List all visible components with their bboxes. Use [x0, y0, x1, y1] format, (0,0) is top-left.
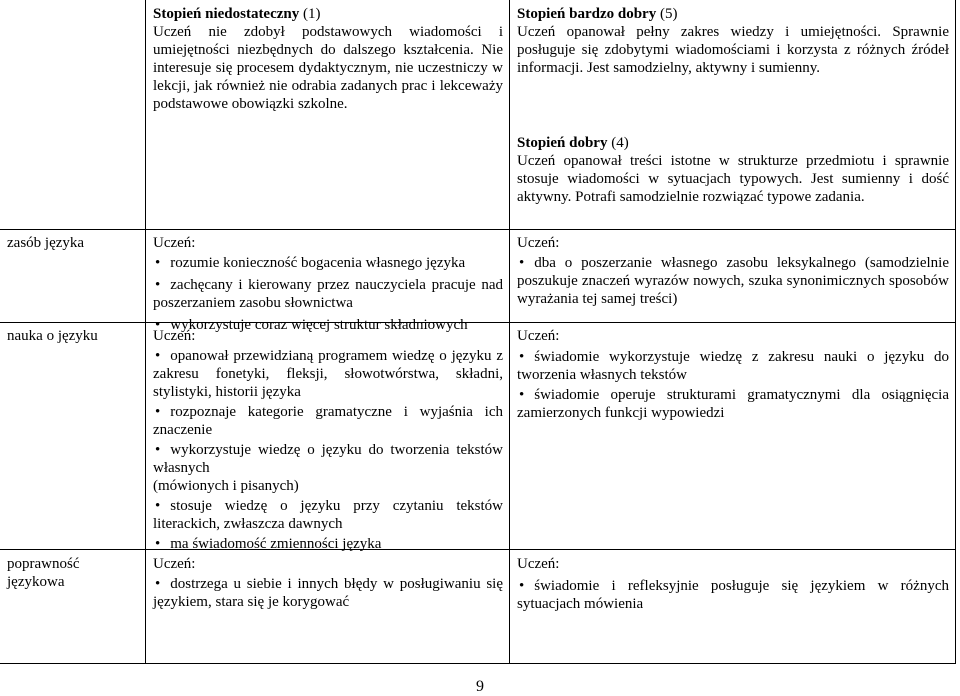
zasob-right-cell [517, 234, 949, 308]
nauka-mid-cell [153, 327, 503, 553]
row-label-line: poprawność [7, 556, 80, 572]
grid-line [145, 0, 146, 664]
grade-5-description [517, 5, 949, 77]
grade-number: (4) [611, 135, 629, 151]
list-item: • stosuje wiedzę o języku przy czytaniu tekstów literackich, zwłaszcza dawnych [153, 497, 503, 533]
list-item: • dostrzega u siebie i innych błędy w posługiwaniu się językiem, stara się je korygować [153, 575, 503, 611]
list-item: • świadomie i refleksyjnie posługuje się językiem w różnych sytuacjach mówienia [517, 577, 949, 613]
row-label-line: językowa [7, 574, 65, 590]
cell-heading: Uczeń: [153, 328, 196, 344]
nauka-right-cell [517, 327, 949, 422]
grade-1-description [153, 5, 503, 113]
cell-heading: Uczeń: [153, 235, 196, 251]
list-item: • wykorzystuje coraz więcej struktur składniowych [153, 316, 503, 334]
list-item: • wykorzystuje wiedzę o języku do tworzenia tekstów własnych [153, 441, 503, 477]
row-label-poprawnosc [7, 555, 79, 591]
grade-number: (1) [303, 6, 321, 22]
grade-4-description [517, 134, 949, 206]
list-item: • zachęcany i kierowany przez nauczyciela pracuje nad poszerzaniem zasobu słownictwa [153, 276, 503, 312]
list-item: • opanował przewidzianą programem wiedzę o języku z zakresu fonetyki, fleksji, słowotwórstwa, składni, stylistyki, historii języka [153, 347, 503, 401]
list-item: • rozpoznaje kategorie gramatyczne i wyjaśnia ich znaczenie [153, 403, 503, 439]
grade-title: Stopień dobry [517, 135, 608, 151]
list-item-continuation: (mówionych i pisanych) [153, 478, 299, 494]
cell-heading: Uczeń: [517, 235, 560, 251]
poprawnosc-mid-cell [153, 555, 503, 611]
list-item: • świadomie operuje strukturami gramatycznymi dla osiągnięcia zamierzonych funkcji wypowiedzi [517, 386, 949, 422]
list-item: • świadomie wykorzystuje wiedzę z zakresu nauki o języku do tworzenia własnych tekstów [517, 348, 949, 384]
row-label-zasob: zasób języka [7, 235, 85, 251]
list-item: • rozumie konieczność bogacenia własnego języka [153, 254, 503, 272]
grade-text: Uczeń nie zdobył podstawowych wiadomości i umiejętności niezbędnych do dalszego kształcenia. Nie interesuje się procesem dydaktycznym, nie uczestniczy w lekcji, jak również nie odrabia zadanych prac i lekceważy podstawowe obowiązki szkolne. [153, 24, 503, 112]
grid-line [955, 0, 956, 664]
list-item: • ma świadomość zmienności języka [153, 535, 503, 553]
zasob-mid-cell [153, 234, 503, 334]
page-number: 9 [476, 678, 484, 695]
grade-title: Stopień bardzo dobry [517, 6, 657, 22]
cell-heading: Uczeń: [517, 556, 560, 572]
grade-title: Stopień niedostateczny [153, 6, 300, 22]
poprawnosc-right-cell [517, 555, 949, 613]
row-label-nauka: nauka o języku [7, 328, 98, 344]
grid-line [0, 663, 956, 664]
list-item: • dba o poszerzanie własnego zasobu leksykalnego (samodzielnie poszukuje znaczeń wyrazów nowych, szuka synonimicznych sposobów wyrażania tej samej treści) [517, 254, 949, 308]
cell-heading: Uczeń: [153, 556, 196, 572]
grade-text: Uczeń opanował pełny zakres wiedzy i umiejętności. Sprawnie posługuje się zdobytymi wiadomościami i korzysta z różnych źródeł informacji. Jest samodzielny, aktywny i sumienny. [517, 24, 949, 76]
grade-number: (5) [659, 6, 678, 22]
grade-text: Uczeń opanował treści istotne w strukturze przedmiotu i sprawnie stosuje wiadomości w sytuacjach typowych. Jest sumienny i dość aktywny. Potrafi samodzielnie rozwiązać typowe zadania. [517, 153, 949, 205]
grid-line [509, 0, 510, 664]
cell-heading: Uczeń: [517, 328, 560, 344]
grid-line [0, 229, 956, 230]
